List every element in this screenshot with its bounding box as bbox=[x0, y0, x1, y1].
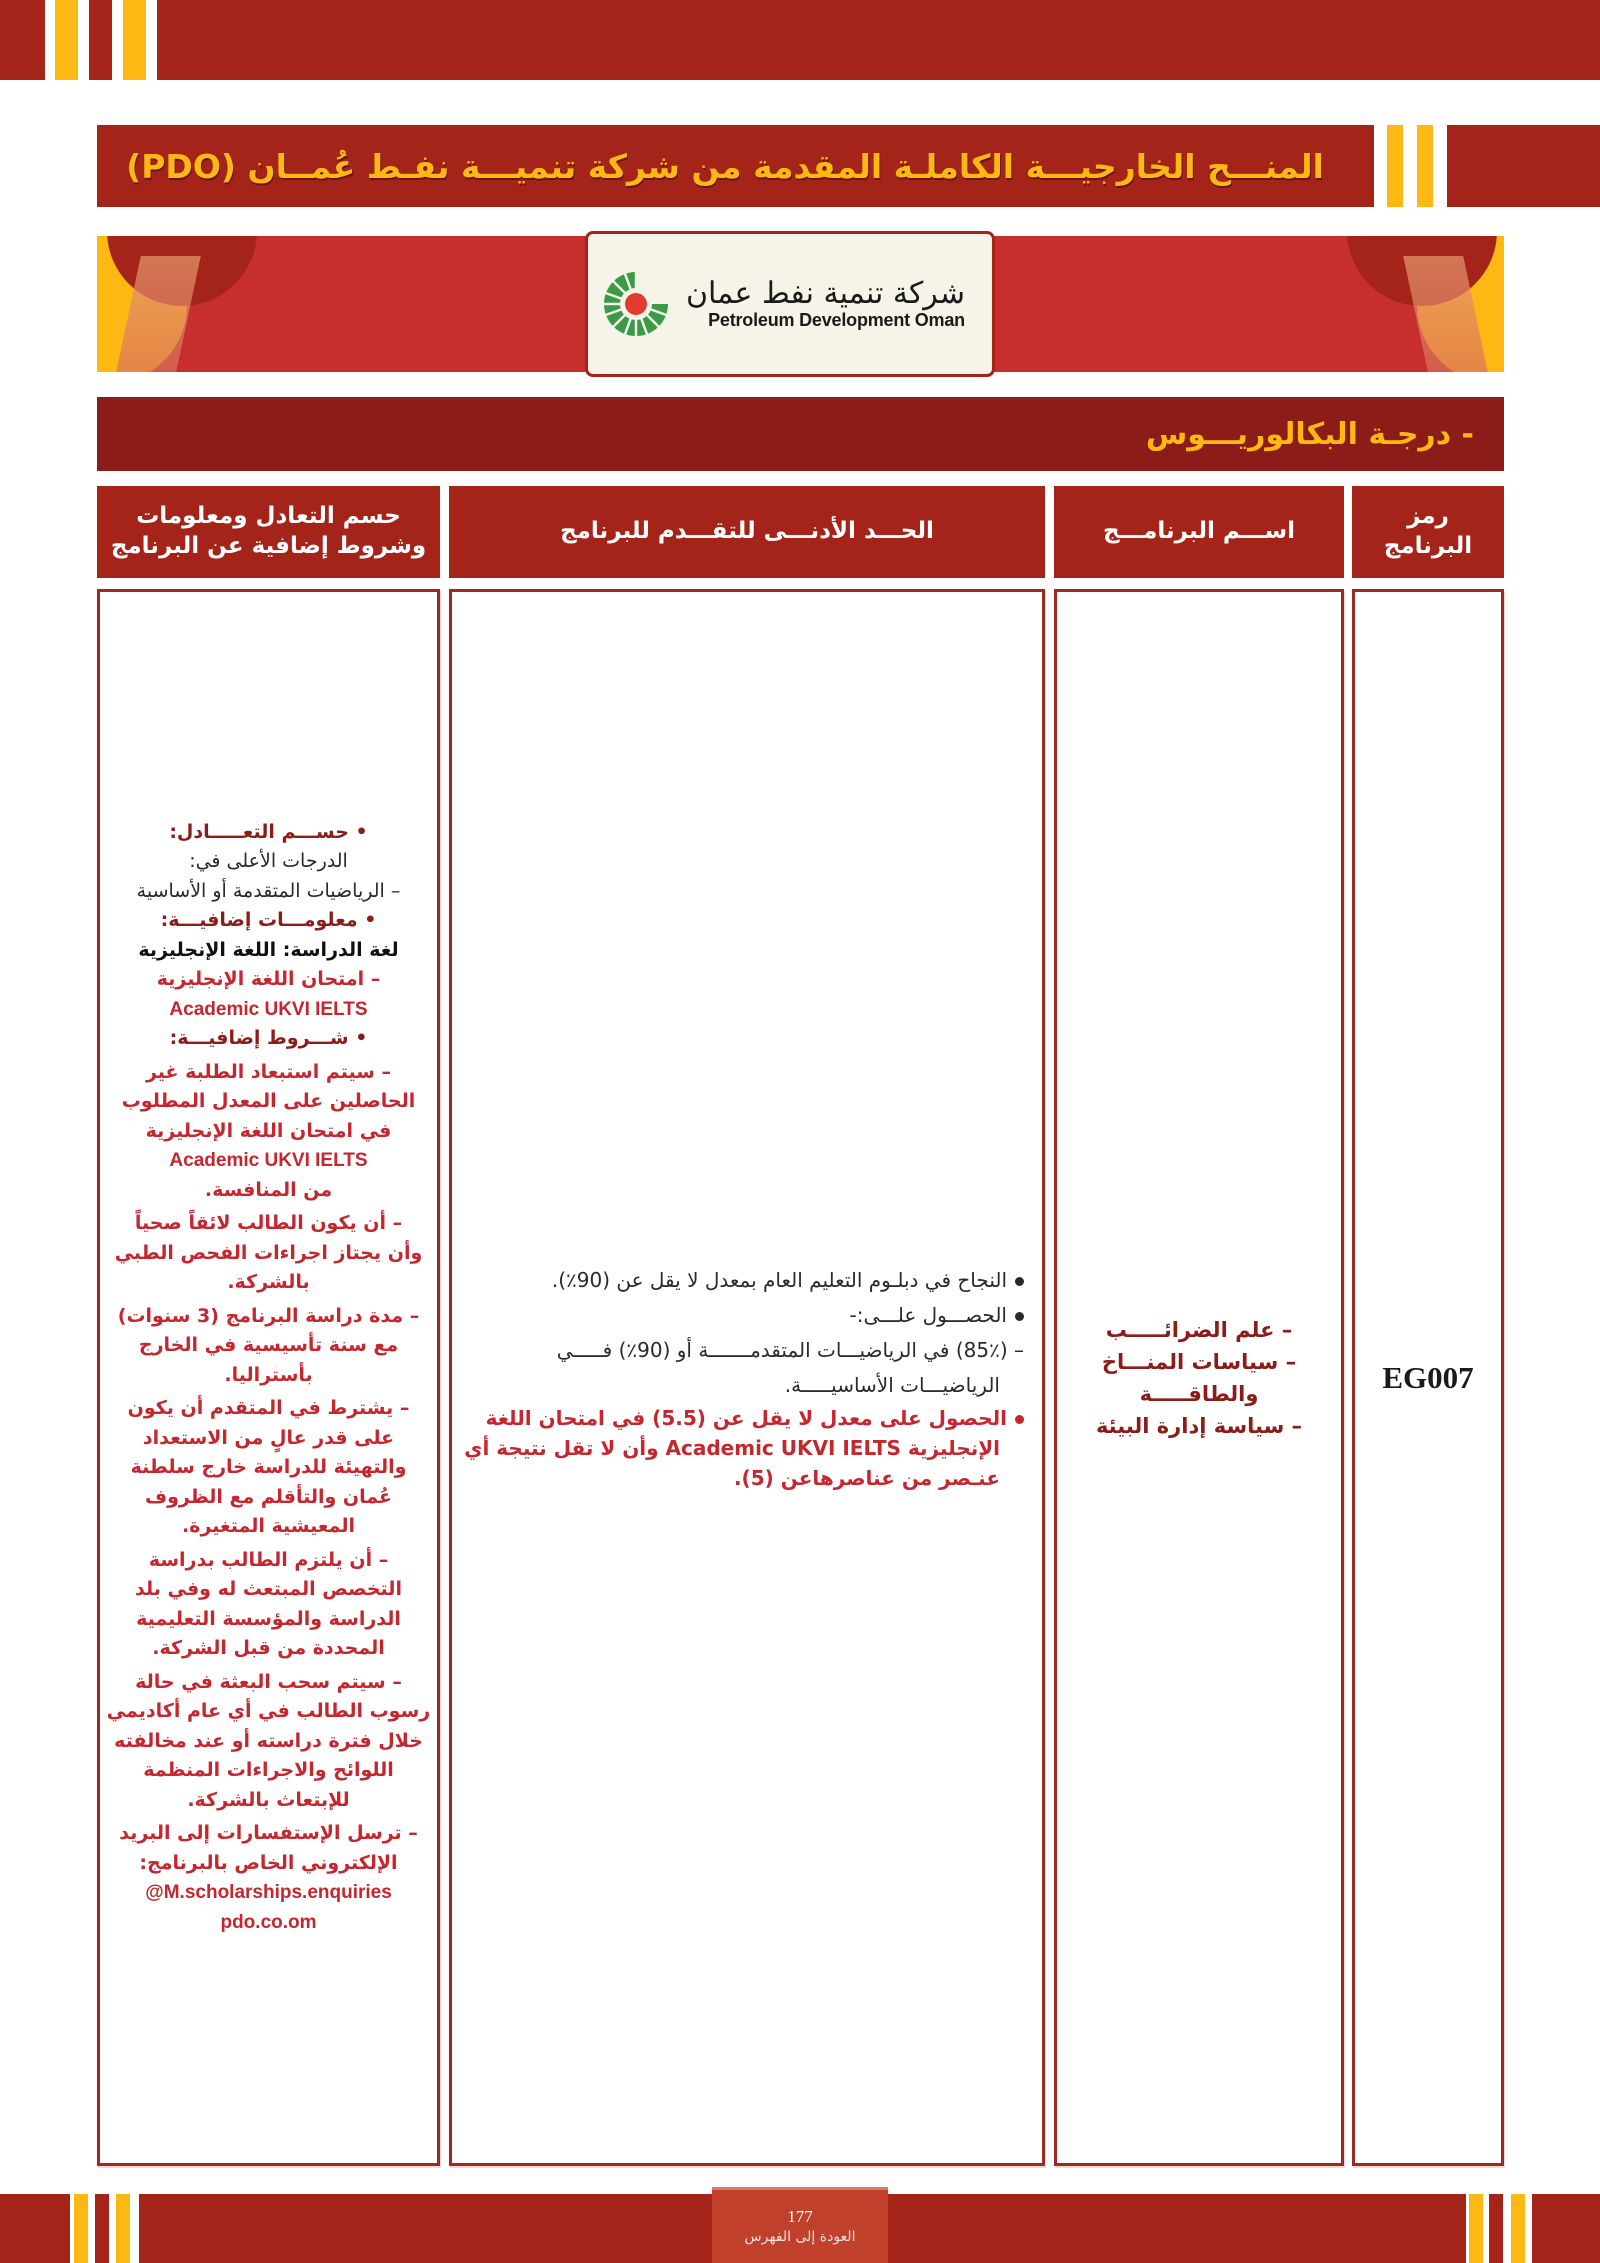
section-heading-bar bbox=[97, 397, 1504, 471]
info-heading: • معلومـــات إضافيـــة: bbox=[160, 909, 377, 932]
bullet-icon bbox=[1015, 1312, 1024, 1321]
header-tiebreak-info bbox=[97, 486, 440, 578]
top-stripe-yellow bbox=[55, 0, 78, 80]
top-stripe-red bbox=[89, 0, 112, 80]
top-banner bbox=[157, 0, 1600, 80]
header-min-requirements: الحـــد الأدنـــى للتقـــدم للبرنامج bbox=[449, 486, 1045, 578]
top-stripe-red bbox=[0, 0, 45, 80]
tiebreak-text: – الرياضيات المتقدمة أو الأساسية bbox=[136, 879, 401, 902]
requirements-list bbox=[452, 1263, 1042, 1493]
pdo-emblem-icon bbox=[602, 270, 670, 338]
bullet-icon bbox=[1015, 1415, 1024, 1424]
cell-program-code bbox=[1352, 589, 1504, 2166]
cell-min-requirements bbox=[449, 589, 1045, 2166]
footer-stripe-red bbox=[1532, 2194, 1600, 2263]
footer-stripe-red bbox=[95, 2194, 109, 2263]
condition-item: – مدة دراسة البرنامج (3 سنوات) مع سنة تأسيسية في الخارج بأستراليا. bbox=[117, 1304, 420, 1386]
exam-name: Academic UKVI IELTS bbox=[169, 998, 368, 1020]
tiebreak-text: الدرجات الأعلى في: bbox=[189, 850, 348, 873]
study-language: لغة الدراسة: اللغة الإنجليزية bbox=[138, 938, 399, 961]
exam-label: – امتحان اللغة الإنجليزية bbox=[156, 968, 381, 991]
company-logo bbox=[585, 231, 995, 377]
title-stripe-yellow bbox=[1387, 125, 1403, 207]
logo-arabic-name: شركة تنمية نفط عمان bbox=[686, 275, 965, 311]
title-stripe-yellow bbox=[1417, 125, 1433, 207]
header-tiebreak-line: وشروط إضافية عن البرنامج bbox=[110, 533, 427, 559]
contact-email[interactable]: M.scholarships.enquiries@ bbox=[145, 1882, 392, 1904]
header-program-name: اســـم البرنامـــج bbox=[1054, 486, 1344, 578]
condition-item-contact: – ترسل الإستفسارات إلى البريد الإلكتروني الخاص بالبرنامج: M.scholarships.enquiries@ pdo.co.om bbox=[107, 1819, 430, 1937]
top-stripe-yellow bbox=[123, 0, 146, 80]
condition-item: – أن يكون الطالب لائقاً صحياً وأن يجتاز اجراءات الفحص الطبي بالشركة. bbox=[114, 1212, 423, 1294]
program-name: – علم الضرائـــــب bbox=[1105, 1317, 1293, 1342]
footer-stripe-yellow bbox=[1469, 2194, 1483, 2263]
title-stripe-red bbox=[1447, 125, 1600, 207]
requirement-item: النجاح في دبلـوم التعليم العام بمعدل لا يقل عن (90٪). bbox=[460, 1263, 1024, 1298]
cell-additional-info bbox=[97, 589, 440, 2166]
tiebreak-heading: • حســـم التعـــــادل: bbox=[169, 820, 368, 843]
back-to-index-link[interactable]: العودة إلى الفهرس bbox=[744, 2228, 856, 2245]
additional-info bbox=[101, 818, 436, 1938]
footer-stripe-red bbox=[0, 2194, 70, 2263]
footer-stripe-yellow bbox=[1511, 2194, 1525, 2263]
condition-item: – أن يلتزم الطالب بدراسة التخصص المبتعث له وفي بلد الدراسة والمؤسسة التعليمية المحددة من قبل الشركة. bbox=[135, 1548, 402, 1660]
header-program-code: رمز البرنامج bbox=[1352, 486, 1504, 578]
header-tiebreak-line: حسم التعادل ومعلومات bbox=[136, 503, 401, 530]
footer-stripe-yellow bbox=[116, 2194, 130, 2263]
requirement-subitem: – (85٪) في الرياضيـــات المتقدمـــــــة أو (90٪) فـــــي bbox=[556, 1337, 1024, 1362]
requirement-item: الحصـــول علـــى:- bbox=[460, 1298, 1024, 1333]
condition-item: – سيتم سحب البعثة في حالة رسوب الطالب في أي عام أكاديمي خلال فترة دراسته أو عند مخالفته اللوائح والاجراءات المنظمة للإبتعاث بالشركة. bbox=[106, 1670, 431, 1811]
condition-item: – يشترط في المتقدم أن يكون على قدر عالٍ من الاستعداد والتهيئة للدراسة خارج سلطنة عُمان والتأقلم مع الظروف المعيشية المتغيرة. bbox=[127, 1397, 410, 1538]
logo-english-name: Petroleum Development Oman bbox=[708, 309, 965, 330]
condition-item: – سيتم استبعاد الطلبة غير الحاصلين على المعدل المطلوب في امتحان اللغة الإنجليزية Academic UKVI IELTS من المنافسة. bbox=[121, 1060, 416, 1201]
conditions-heading: • شـــروط إضافيـــة: bbox=[169, 1027, 368, 1050]
bullet-icon bbox=[1015, 1277, 1024, 1286]
footer-stripe-red bbox=[1489, 2194, 1503, 2263]
program-name: والطاقـــــة bbox=[1139, 1381, 1259, 1406]
page-title-banner bbox=[97, 125, 1374, 207]
footer-stripe-yellow bbox=[74, 2194, 88, 2263]
program-name-list bbox=[1096, 1314, 1302, 1442]
footer-page-tab bbox=[712, 2187, 888, 2263]
program-name: – سياسات المنـــاخ bbox=[1101, 1349, 1297, 1374]
program-code: EG007 bbox=[1382, 1359, 1474, 1395]
page-title: المنـــح الخارجيـــة الكاملـة المقدمة من شركة تنميـــة نفـط عُمــان (PDO) bbox=[126, 146, 1324, 186]
contact-email-domain[interactable]: pdo.co.om bbox=[220, 1911, 317, 1933]
program-name: – سياسة إدارة البيئة bbox=[1095, 1413, 1303, 1438]
requirement-subitem: الرياضيـــات الأساسيـــــة. bbox=[784, 1372, 1000, 1397]
page-number: 177 bbox=[787, 2206, 813, 2226]
section-heading: - درجـة البكالوريـــوس bbox=[1145, 416, 1474, 452]
cell-program-names bbox=[1054, 589, 1344, 2166]
requirement-item-ielts: الحصول على معدل لا يقل عن (5.5) في امتحان اللغة الإنجليزية Academic UKVI IELTS وأن لا تقل نتيجة أي عنـصر من عناصرهاعن (5). bbox=[460, 1403, 1024, 1493]
